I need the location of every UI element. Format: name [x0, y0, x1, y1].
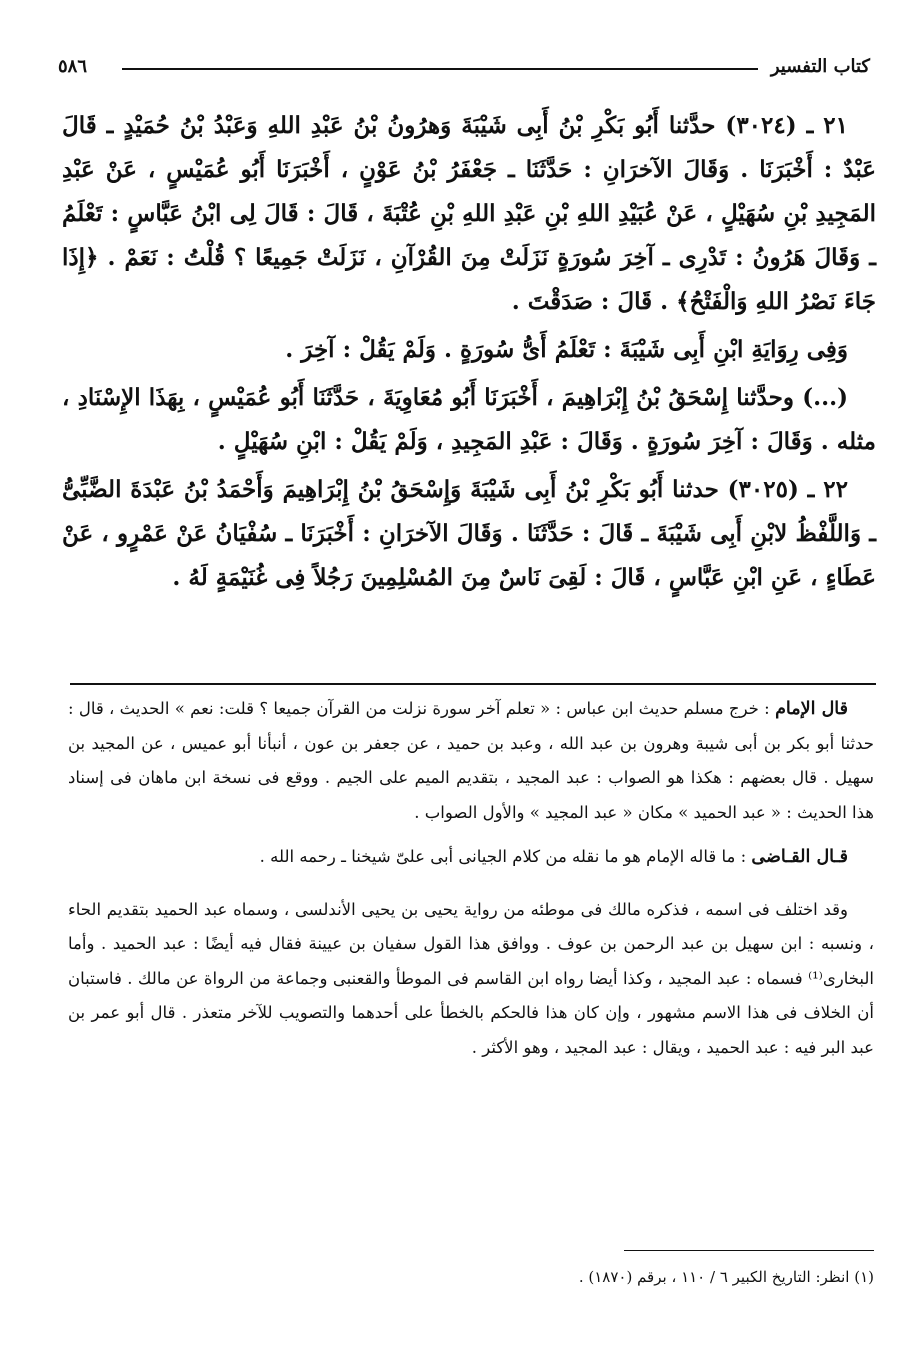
hadith-text: [62, 104, 876, 600]
header-rule: [122, 68, 758, 70]
footnote: (١) انظر: التاريخ الكبير ٦ / ١١٠ ، برقم (١٨٧٠) .: [578, 1268, 874, 1286]
qadi-lead: قـال القـاضى: [751, 847, 848, 867]
hadith-21: ٢١ ـ (٣٠٢٤) حدَّثنا أَبُو بَكْرِ بْنُ أَبِى شَيْبَةَ وَهرُونُ بْنُ عَبْدِ اللهِ وَعَبْدُ بْنُ حُمَيْدٍ ـ قَالَ عَبْدٌ : أَخْبَرَنَا . وَقَالَ الآخرَانِ : حَدَّثَنَا ـ جَعْفَرُ بْنُ عَوْنٍ ، أَخْبَرَنَا أَبُو عُمَيْسٍ ، عَنْ عَبْدِ المَجِيدِ بْنِ سُهَيْلٍ ، عَنْ عُبَيْدِ اللهِ بْنِ عَبْدِ اللهِ بْنِ عُتْبَةَ ، قَالَ : قَالَ لِى ابْنُ عَبَّاسٍ : تَعْلَمُ ـ وَقَالَ هَرُونُ : تَدْرِى ـ آخِرَ سُورَةٍ نَزَلَتْ مِنَ القُرْآنِ ، نَزَلَتْ جَمِيعًا ؟ قُلْتُ : نَعَمْ . ﴿إِذَا جَاءَ نَصْرُ اللهِ وَالْفَتْحُ﴾ . قَالَ : صَدَقْتَ .: [62, 112, 876, 315]
hadith-21-chain: (...) وحدَّثنا إِسْحَقُ بْنُ إِبْرَاهِيمَ ، أَخْبَرَنَا أَبُو مُعَاوِيَةَ ، حَدَّثَنَا أَبُو عُمَيْسٍ ، بِهَذَا الإِسْنَادِ ، مثله . وَقَالَ : آخِرَ سُورَةٍ . وَقَالَ : عَبْدِ المَجِيدِ ، وَلَمْ يَقُلْ : ابْنِ سُهَيْلٍ .: [62, 384, 876, 455]
qadi-comment-text: : ما قاله الإمام هو ما نقله من كلام الجيانى أبى علىّ شيخنا ـ رحمه الله .: [259, 847, 747, 866]
qadi-comment: [68, 840, 874, 875]
hadith-22: ٢٢ ـ (٣٠٢٥) حدثنا أَبُو بَكْرِ بْنُ أَبِى شَيْبَةَ وَإِسْحَقُ بْنُ إِبْرَاهِيمَ وَأَحْمَدُ بْنُ عَبْدَةَ الضَّبِّىُّ ـ وَاللَّفْظُ لابْنِ أَبِى شَيْبَةَ ـ قَالَ : حَدَّثَنَا . وَقَالَ الآخرَانِ : أَخْبَرَنَا ـ سُفْيَانُ عَنْ عَمْرٍو ، عَنْ عَطَاءٍ ، عَنِ ابْنِ عَبَّاسٍ ، قَالَ : لَقِىَ نَاسٌ مِنَ المُسْلِمِينَ رَجُلاً فِى غُنَيْمَةٍ لَهُ .: [62, 476, 876, 591]
imam-comment: [68, 692, 874, 830]
book-title: كتاب التفسير: [770, 56, 870, 77]
commentary: [68, 692, 874, 1065]
imam-lead: قال الإمام: [775, 699, 849, 719]
page-number: ٥٨٦: [58, 56, 88, 77]
imam-comment-text: : خرج مسلم حديث ابن عباس : « تعلم آخر سورة نزلت من القرآن جميعا ؟ قلت: نعم » الحديث ، قال : حدثنا أبو بكر بن أبى شيبة وهرون بن عبد الله ، وعبد بن حميد ، عن جعفر بن عون ، أنبأنا أبو عميس ، عن المجيد بن سهيل . قال بعضهم : هكذا هو الصواب : عبد المجيد ، بتقديم الميم على الجيم . ووقع فى نسخة ابن ماهان فى إسناد هذا الحديث : « عبد الحميد » مكان « عبد المجيد » والأول الصواب .: [68, 699, 874, 822]
commentary-separator: [70, 683, 876, 685]
commentary-paragraph: وقد اختلف فى اسمه ، فذكره مالك فى موطئه من رواية يحيى بن يحيى الأندلسى ، وسماه عبد الحميد بتقديم الحاء ، ونسبه : ابن سهيل بن عبد الرحمن بن عوف . ووافق هذا القول سفيان بن عيينة فقال فيه أيضًا : عبد الحميد . وأما البخارى⁽¹⁾ فسماه : عبد المجيد ، وكذا أيضا رواه ابن القاسم فى الموطأ والقعنبى وجماعة من الرواة عن مالك . فاستبان أن الخلاف فى هذا الاسم مشهور ، وإن كان هذا فالحكم بالخطأ على أحدهما والتصويب للآخر متعذر . قال أبو عمر بن عبد البر فيه : عبد الحميد ، ويقال : عبد المجيد ، وهو الأكثر .: [68, 899, 874, 1057]
hadith-21-variant: وَفِى رِوَايَةِ ابْنِ أَبِى شَيْبَةَ : تَعْلَمُ أَىُّ سُورَةٍ . وَلَمْ يَقُلْ : آخِرَ .: [285, 336, 848, 363]
running-header: [58, 48, 870, 84]
footnote-separator: [624, 1250, 874, 1251]
